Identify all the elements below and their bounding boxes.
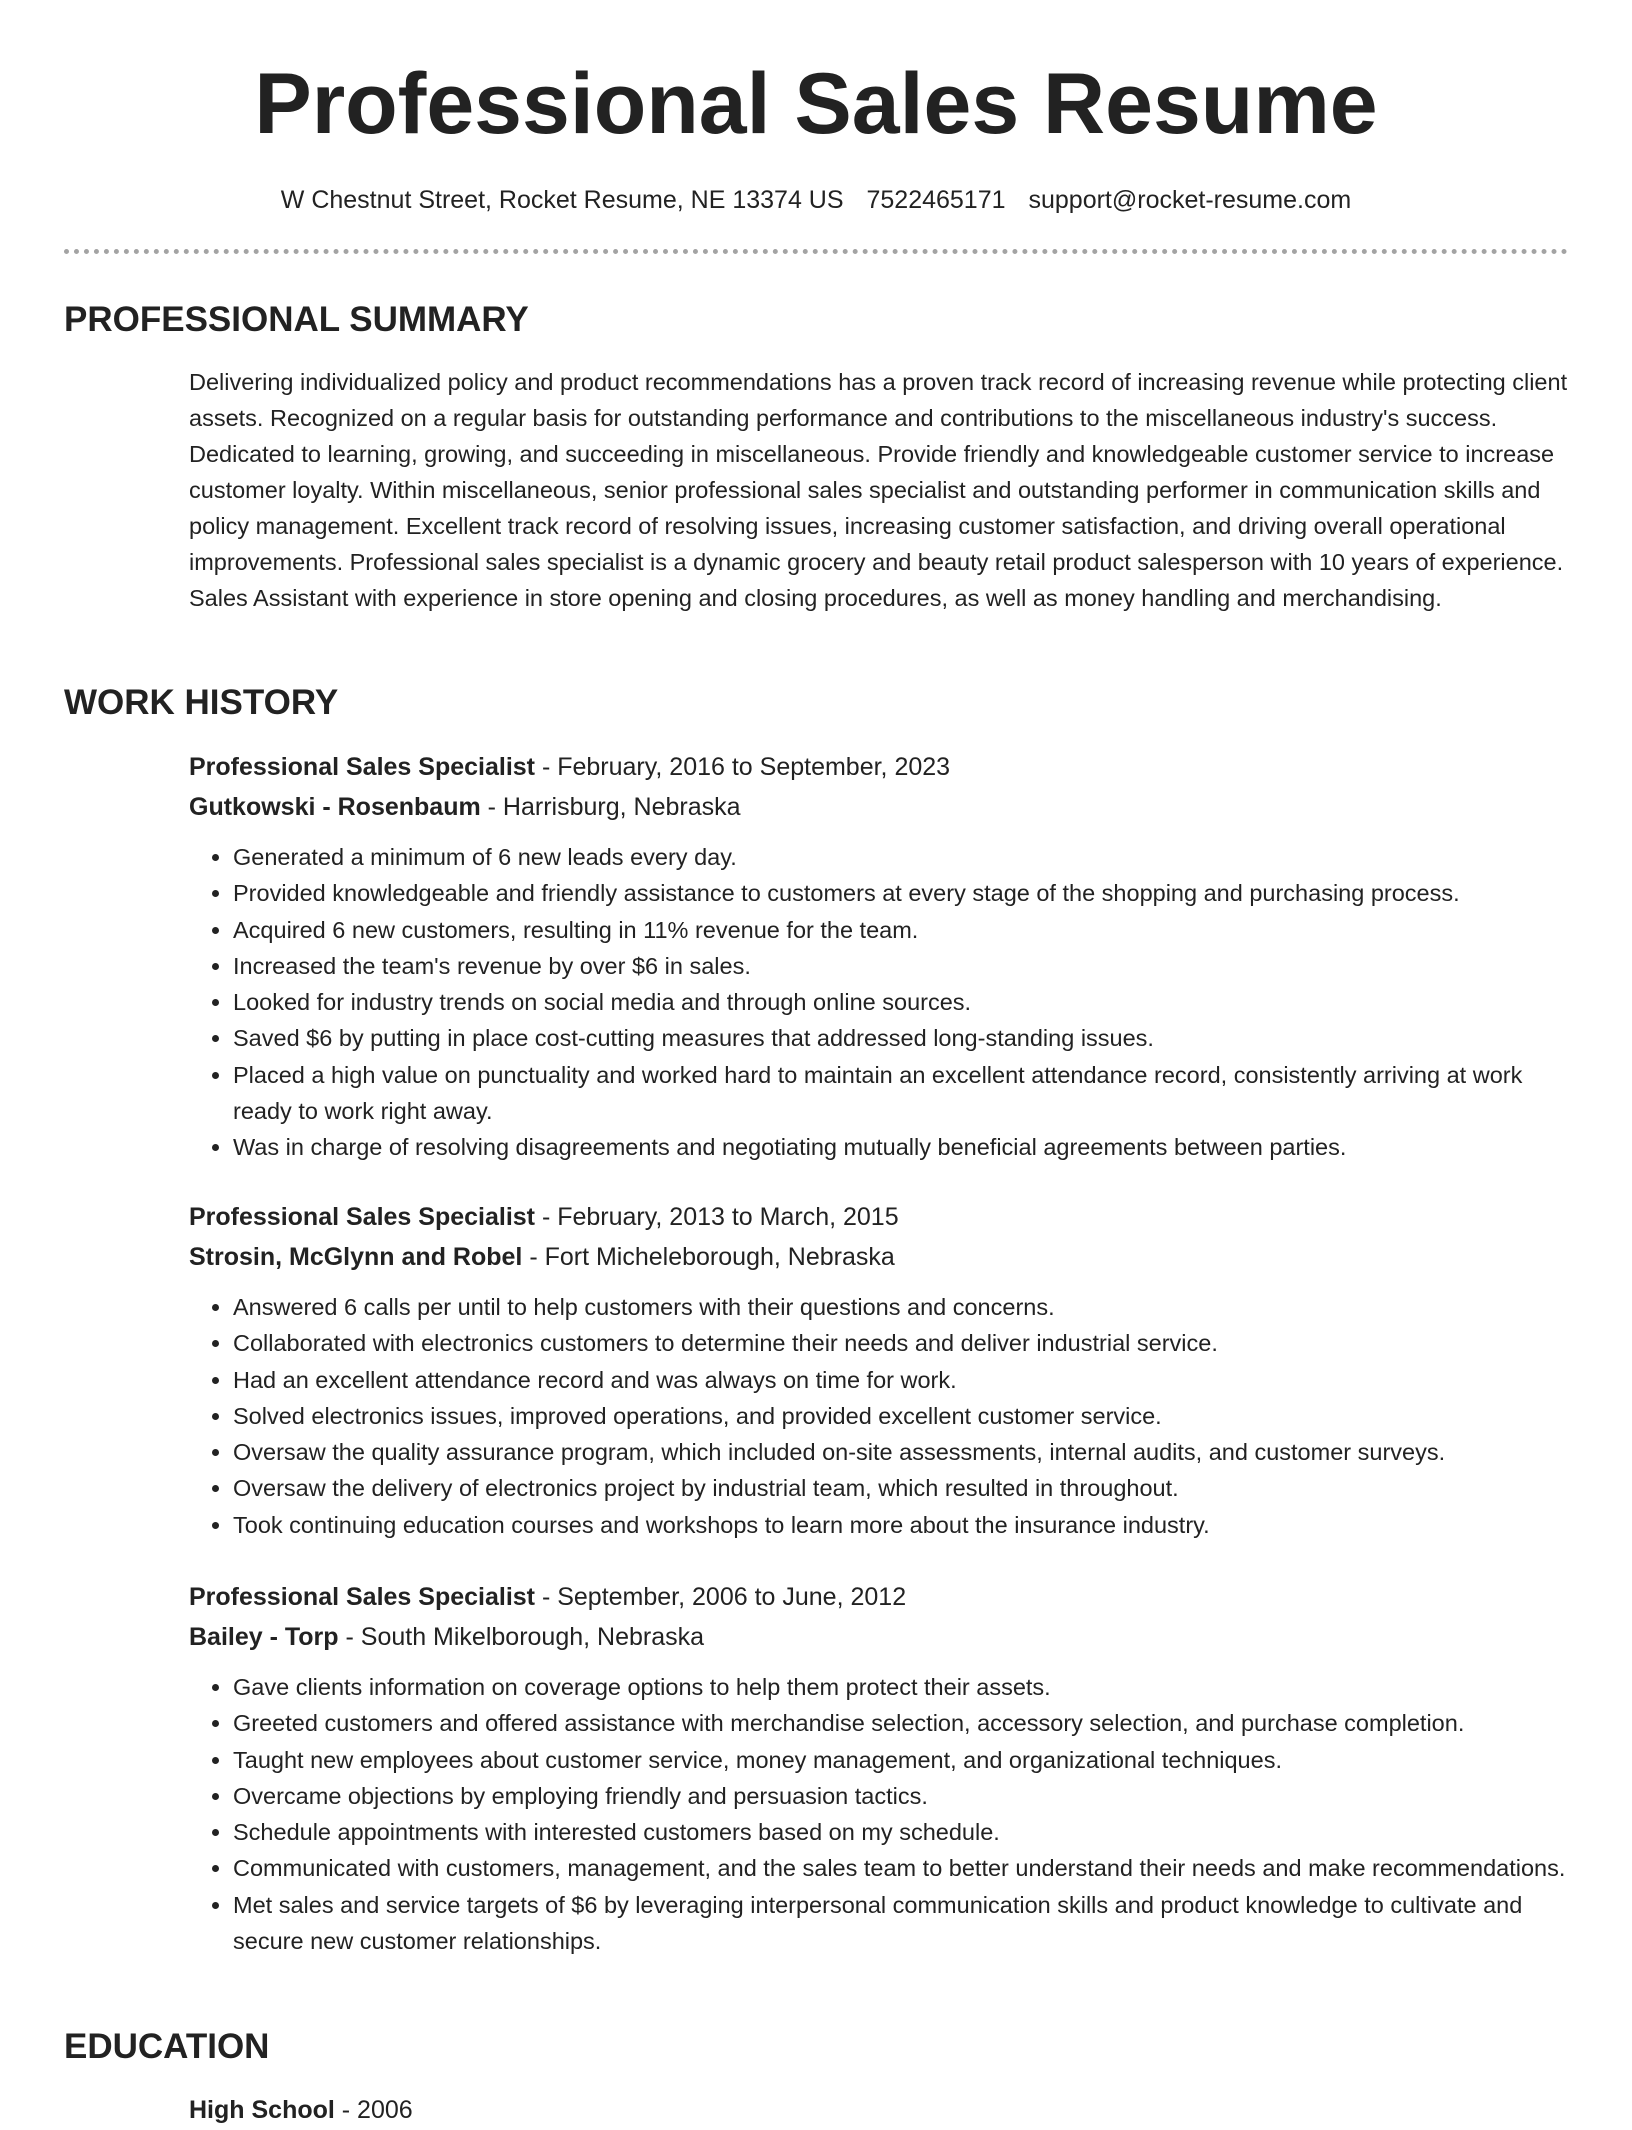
duty-list [189, 1669, 1569, 1959]
job-company: Strosin, McGlynn and Robel [189, 1243, 523, 1271]
header-divider [64, 249, 1568, 254]
duty-item: • Acquired 6 new customers, resulting in 11% revenue for the team. [233, 912, 1569, 948]
job-title-line [189, 747, 1569, 787]
job-title-line [189, 1577, 1569, 1617]
contact-line [0, 184, 1632, 216]
duty-item: • Generated a minimum of 6 new leads every day. [233, 839, 1569, 875]
duty-item: • Increased the team's revenue by over $6 in sales. [233, 948, 1569, 984]
summary-text: Delivering individualized policy and product recommendations has a proven track record of increasing revenue while protecting client assets. Recognized on a regular basis for outstanding performance and contributions to the miscellaneous industry's success. Dedicated to learning, growing, and succeeding in miscellaneous. Provide friendly and knowledgeable customer service to increase customer loyalty. Within miscellaneous, senior professional sales specialist and outstanding performer in communication skills and policy management. Excellent track record of resolving issues, increasing customer satisfaction, and driving overall operational improvements. Professional sales specialist is a dynamic grocery and beauty retail product salesperson with 10 years of experience. Sales Assistant with experience in store opening and closing procedures, as well as money handling and merchandising. [189, 369, 1568, 611]
duty-item: • Took continuing education courses and workshops to learn more about the insurance industry. [233, 1507, 1569, 1543]
education-degree: High School [189, 2096, 335, 2124]
phone: 7522465171 [866, 186, 1006, 214]
duty-item: • Overcame objections by employing friendly and persuasion tactics. [233, 1778, 1569, 1814]
duty-item: • Answered 6 calls per until to help customers with their questions and concerns. [233, 1289, 1569, 1325]
duty-item: • Placed a high value on punctuality and worked hard to maintain an excellent attendance record, consistently arriving at work ready to work right away. [233, 1057, 1569, 1130]
duty-item: • Oversaw the delivery of electronics project by industrial team, which resulted in throughout. [233, 1470, 1569, 1506]
job-dates: - February, 2013 to March, 2015 [535, 1203, 899, 1231]
job-location: - South Mikelborough, Nebraska [338, 1623, 705, 1651]
job-company: Gutkowski - Rosenbaum [189, 793, 481, 821]
work-history-heading: WORK HISTORY [64, 683, 339, 722]
job-role: Professional Sales Specialist [189, 1203, 535, 1231]
job-role: Professional Sales Specialist [189, 753, 535, 781]
job-location: - Fort Micheleborough, Nebraska [522, 1243, 895, 1271]
duty-item: • Solved electronics issues, improved operations, and provided excellent customer service. [233, 1398, 1569, 1434]
duty-item: • Had an excellent attendance record and was always on time for work. [233, 1362, 1569, 1398]
resume-title: Professional Sales Resume [254, 56, 1378, 152]
job-entry [189, 1577, 1569, 1959]
duty-item: • Collaborated with electronics customers to determine their needs and deliver industrial service. [233, 1325, 1569, 1361]
duty-item: • Schedule appointments with interested customers based on my schedule. [233, 1814, 1569, 1850]
education-entry [189, 2090, 413, 2130]
duty-item: • Met sales and service targets of $6 by leveraging interpersonal communication skills and product knowledge to cultivate and secure new customer relationships. [233, 1887, 1569, 1960]
job-entry [189, 1197, 1569, 1543]
duty-item: • Was in charge of resolving disagreements and negotiating mutually beneficial agreements between parties. [233, 1129, 1569, 1165]
duty-list [189, 839, 1569, 1166]
duty-item: • Communicated with customers, management, and the sales team to better understand their needs and make recommendations. [233, 1850, 1569, 1886]
address: W Chestnut Street, Rocket Resume, NE 13374 US [280, 186, 844, 214]
duty-item: • Gave clients information on coverage options to help them protect their assets. [233, 1669, 1569, 1705]
education-year: - 2006 [334, 2096, 413, 2124]
job-entry [189, 747, 1569, 1166]
duty-item: • Looked for industry trends on social media and through online sources. [233, 984, 1569, 1020]
job-dates: - September, 2006 to June, 2012 [535, 1583, 907, 1611]
job-company-line [189, 1617, 1569, 1657]
email: support@rocket-resume.com [1028, 186, 1352, 214]
job-company: Bailey - Torp [189, 1623, 339, 1651]
job-location: - Harrisburg, Nebraska [480, 793, 741, 821]
education-heading: EDUCATION [64, 2027, 270, 2066]
duty-item: • Greeted customers and offered assistance with merchandise selection, accessory selection, and purchase completion. [233, 1705, 1569, 1741]
job-dates: - February, 2016 to September, 2023 [535, 753, 951, 781]
job-company-line [189, 1237, 1569, 1277]
duty-item: • Taught new employees about customer service, money management, and organizational techniques. [233, 1742, 1569, 1778]
duty-item: • Oversaw the quality assurance program, which included on-site assessments, internal audits, and customer surveys. [233, 1434, 1569, 1470]
job-title-line [189, 1197, 1569, 1237]
duty-list [189, 1289, 1569, 1543]
summary-heading: PROFESSIONAL SUMMARY [64, 300, 529, 339]
job-company-line [189, 787, 1569, 827]
duty-item: • Saved $6 by putting in place cost-cutting measures that addressed long-standing issues. [233, 1020, 1569, 1056]
job-role: Professional Sales Specialist [189, 1583, 535, 1611]
duty-item: • Provided knowledgeable and friendly assistance to customers at every stage of the shopping and purchasing process. [233, 875, 1569, 911]
